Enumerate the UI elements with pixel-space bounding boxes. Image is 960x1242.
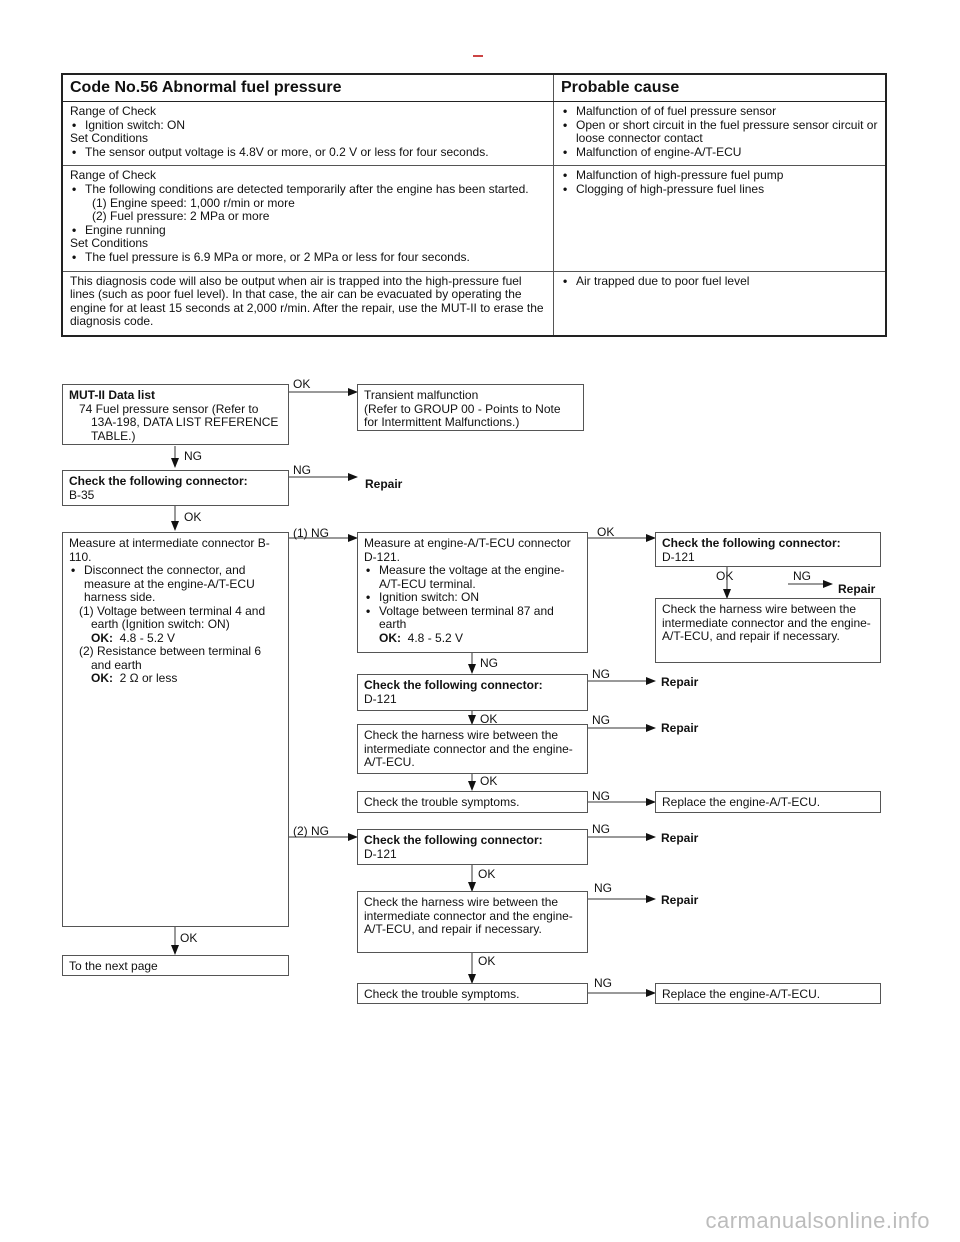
replace-ecu-a-box xyxy=(655,791,881,813)
connector-d121-top-box xyxy=(655,532,881,567)
connector-d121-title: Check the following connector: xyxy=(364,678,543,692)
label-ng: NG xyxy=(594,881,612,895)
ok-label: OK: xyxy=(91,671,113,685)
cell-text: This diagnosis code will also be output when air is trapped into the high-pressure fuel lines (such as poor fuel level). In that case, the air can be evacuated by operating the engine for at least 15 seconds at 2,000 r/min. After the repair, use the MUT-II to erase the diagnosis code. xyxy=(70,273,544,329)
label-ng: NG xyxy=(184,449,202,463)
connector-d121-id: D-121 xyxy=(662,549,695,564)
label-repair: Repair xyxy=(661,893,699,907)
label-ok: OK xyxy=(478,954,496,968)
ok-value: 4.8 - 5.2 V xyxy=(119,630,176,645)
table-header-code: Code No.56 Abnormal fuel pressure xyxy=(62,74,554,102)
label-ok: OK xyxy=(480,712,498,726)
measure-ecu-bullet-3: • Voltage between terminal 87 and earth xyxy=(364,605,581,632)
bullet-item: • The following conditions are detected temporarily after the engine has been started. xyxy=(70,183,546,197)
label-ng: NG xyxy=(480,656,498,670)
cell-text: Set Conditions xyxy=(70,131,149,146)
label-ng: NG xyxy=(793,569,811,583)
label-ng: NG xyxy=(592,667,610,681)
harness-check-a-box xyxy=(357,724,588,774)
connector-d121-id: D-121 xyxy=(364,846,397,861)
label-repair: Repair xyxy=(661,831,699,845)
bullet-item: • Open or short circuit in the fuel pressure sensor circuit or loose connector contact xyxy=(561,119,878,146)
harness-check-text: Check the harness wire between the intermediate connector and the engine-A/T-ECU, and repair if necessary. xyxy=(364,895,573,936)
label-repair: Repair xyxy=(661,721,699,735)
label-ok: OK xyxy=(293,377,311,391)
label-ok: OK xyxy=(180,931,198,945)
measure-ecu-bullet-2: • Ignition switch: ON xyxy=(364,591,581,605)
label-ng: NG xyxy=(592,789,610,803)
label-ng: NG xyxy=(592,822,610,836)
bullet-item: • Ignition switch: ON xyxy=(70,119,546,133)
trouble-symptoms-text: Check the trouble symptoms. xyxy=(364,795,520,809)
label-ok: OK xyxy=(597,525,615,539)
trouble-symptoms-a-box xyxy=(357,791,588,813)
transient-reference: (Refer to GROUP 00 - Points to Note for Intermittent Malfunctions.) xyxy=(364,401,561,429)
label-ng: NG xyxy=(293,463,311,477)
label-ok: OK xyxy=(184,510,202,524)
measure-ecu-ok xyxy=(364,632,581,646)
connector-b35-title: Check the following connector: xyxy=(69,474,248,488)
measure-intermediate-item-1: (1) Voltage between terminal 4 and earth (Ignition switch: ON) xyxy=(79,603,266,631)
mut-data-list-title: MUT-II Data list xyxy=(69,388,156,402)
label-repair: Repair xyxy=(838,582,876,596)
bullet-item: • The sensor output voltage is 4.8V or more, or 0.2 V or less for four seconds. xyxy=(70,146,546,160)
next-page-box xyxy=(62,955,289,976)
measure-intermediate-ok-1 xyxy=(69,632,282,646)
harness-check-text: Check the harness wire between the intermediate connector and the engine-A/T-ECU, and repair if necessary. xyxy=(662,602,871,643)
bullet-item: • Malfunction of of fuel pressure sensor xyxy=(561,105,878,119)
label-ng-1: (1) NG xyxy=(293,526,329,540)
connector-d121-id: D-121 xyxy=(364,691,397,706)
ok-value: 2 Ω or less xyxy=(119,671,178,685)
ok-label: OK: xyxy=(379,630,401,645)
label-ng: NG xyxy=(594,976,612,990)
measure-intermediate-title: Measure at intermediate connector B-110. xyxy=(69,536,270,564)
harness-check-text: Check the harness wire between the intermediate connector and the engine-A/T-ECU. xyxy=(364,728,573,769)
bullet-item: • The fuel pressure is 6.9 MPa or more, or 2 MPa or less for four seconds. xyxy=(70,251,546,265)
measure-ecu-title: Measure at engine-A/T-ECU connector D-121. xyxy=(364,536,571,564)
ok-label: OK: xyxy=(91,630,113,645)
ok-value: 4.8 - 5.2 V xyxy=(407,630,464,645)
measure-intermediate-box xyxy=(62,532,289,927)
label-ng-2: (2) NG xyxy=(293,824,329,838)
measure-intermediate-item-2: (2) Resistance between terminal 6 and earth xyxy=(79,644,262,672)
measure-intermediate-ok-2 xyxy=(69,672,282,686)
measure-ecu-bullet-1: • Measure the voltage at the engine-A/T-ECU terminal. xyxy=(364,564,581,591)
label-ok: OK xyxy=(480,774,498,788)
next-page-text: To the next page xyxy=(69,959,158,973)
trouble-symptoms-b-box xyxy=(357,983,588,1004)
bullet-item: • Malfunction of high-pressure fuel pump xyxy=(561,169,878,183)
label-repair: Repair xyxy=(661,675,699,689)
harness-check-b-box xyxy=(357,891,588,953)
bullet-item: • Engine running xyxy=(70,224,546,238)
measure-ecu-box xyxy=(357,532,588,653)
connector-b35-id: B-35 xyxy=(69,487,95,502)
connector-b35-box xyxy=(62,470,289,506)
table-header-cause: Probable cause xyxy=(554,74,887,102)
mut-data-list-box xyxy=(62,384,289,445)
replace-ecu-text: Replace the engine-A/T-ECU. xyxy=(662,987,821,1001)
mut-data-list-item: 74 Fuel pressure sensor (Refer to 13A-198, DATA LIST REFERENCE TABLE.) xyxy=(79,401,279,443)
cell-text: Range of Check xyxy=(70,168,157,183)
bullet-item: • Malfunction of engine-A/T-ECU xyxy=(561,146,878,160)
cell-text: Range of Check xyxy=(70,104,157,118)
connector-d121-b-box xyxy=(357,829,588,865)
connector-d121-title: Check the following connector: xyxy=(364,833,543,847)
label-ok: OK xyxy=(716,569,734,583)
replace-ecu-b-box xyxy=(655,983,881,1004)
replace-ecu-text: Replace the engine-A/T-ECU. xyxy=(662,795,821,809)
measure-intermediate-bullet: • Disconnect the connector, and measure at the engine-A/T-ECU harness side. xyxy=(69,564,282,605)
transient-title: Transient malfunction xyxy=(364,388,479,402)
watermark: carmanualsonline.info xyxy=(705,1208,930,1233)
harness-check-top-box xyxy=(655,598,881,663)
connector-d121-a-box xyxy=(357,674,588,711)
cell-text: (1) Engine speed: 1,000 r/min or more xyxy=(92,195,295,210)
label-ng: NG xyxy=(592,713,610,727)
cell-text: Set Conditions xyxy=(70,236,149,251)
trouble-symptoms-text: Check the trouble symptoms. xyxy=(364,987,520,1001)
transient-malfunction-box xyxy=(357,384,584,431)
connector-d121-title: Check the following connector: xyxy=(662,536,841,550)
bullet-item: • Air trapped due to poor fuel level xyxy=(561,275,878,289)
label-repair: Repair xyxy=(365,477,403,491)
label-ok: OK xyxy=(478,867,496,881)
cell-text: (2) Fuel pressure: 2 MPa or more xyxy=(92,209,270,224)
bullet-item: • Clogging of high-pressure fuel lines xyxy=(561,183,878,197)
